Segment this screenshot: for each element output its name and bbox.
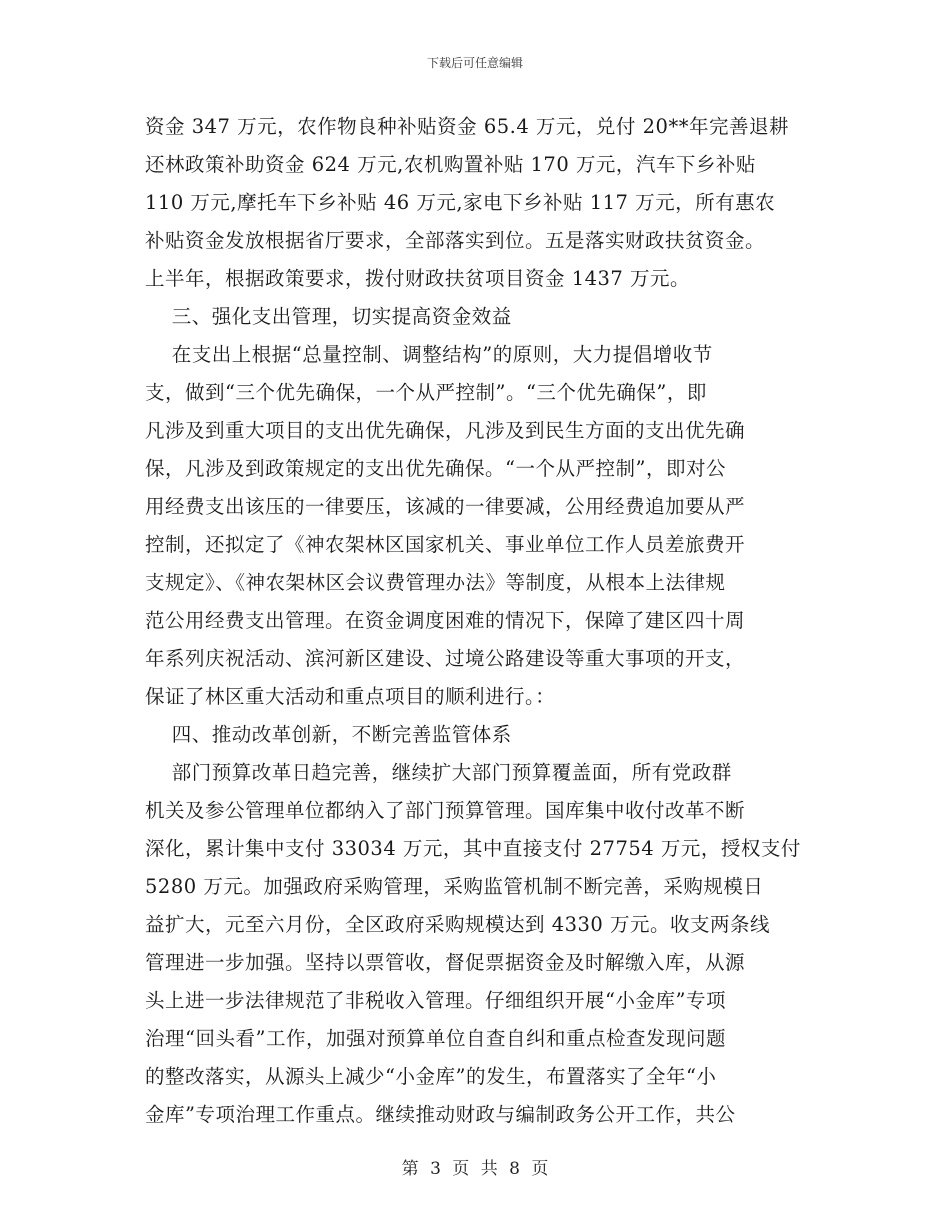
text-line: 保证了林区重大活动和重点项目的顺利进行。： — [145, 685, 556, 708]
page-header: 下载后可任意编辑 — [426, 56, 523, 70]
text-line: 110 万元,摩托车下乡补贴 46 万元,家电下乡补贴 117 万元，所有惠农 — [145, 191, 776, 214]
section-heading: 三、强化支出管理，切实提高资金效益 — [145, 305, 512, 328]
text-line: 支，做到“三个优先确保，一个从严控制”。“三个优先确保”，即 — [145, 381, 707, 404]
text-line: 还林政策补助资金 624 万元,农机购置补贴 170 万元，汽车下乡补贴 — [145, 153, 756, 176]
text-line: 在支出上根据“总量控制、调整结构”的原则，大力提倡增收节 — [145, 343, 713, 366]
text-line: 机关及参公管理单位都纳入了部门预算管理。国库集中收付改革不断 — [145, 799, 746, 822]
text-line: 益扩大，元至六月份，全区政府采购规模达到 4330 万元。收支两条线 — [145, 913, 771, 936]
text-line: 用经费支出该压的一律要压，该减的一律要减，公用经费追加要从严 — [145, 495, 746, 518]
text-line: 的整改落实，从源头上减少“小金库”的发生，布置落实了全年“小 — [145, 1065, 717, 1088]
text-line: 控制，还拟定了《神农架林区国家机关、事业单位工作人员差旅费开 — [145, 533, 746, 556]
text-line: 上半年，根据政策要求，拨付财政扶贫项目资金 1437 万元。 — [145, 267, 691, 290]
text-line: 范公用经费支出管理。在资金调度困难的情况下，保障了建区四十周 — [145, 609, 746, 632]
text-line: 部门预算改革日趋完善，继续扩大部门预算覆盖面，所有党政群 — [145, 761, 732, 784]
text-line: 保，凡涉及到政策规定的支出优先确保。“一个从严控制”，即对公 — [145, 457, 726, 480]
text-line: 治理“回头看”工作，加强对预算单位自查自纠和重点检查发现问题 — [145, 1027, 726, 1050]
text-line: 深化，累计集中支付 33034 万元，其中直接支付 27754 万元，授权支付 — [145, 837, 801, 860]
text-line: 补贴资金发放根据省厅要求，全部落实到位。五是落实财政扶贫资金。 — [145, 229, 766, 252]
text-line: 管理进一步加强。坚持以票管收，督促票据资金及时解缴入库，从源 — [145, 951, 746, 974]
text-line: 年系列庆祝活动、滨河新区建设、过境公路建设等重大事项的开支， — [145, 647, 746, 670]
text-line: 凡涉及到重大项目的支出优先确保，凡涉及到民生方面的支出优先确 — [145, 419, 746, 442]
text-line: 支规定》、《神农架林区会议费管理办法》等制度，从根本上法律规 — [145, 571, 726, 594]
text-line: 头上进一步法律规范了非税收入管理。仔细组织开展“小金库”专项 — [145, 989, 726, 1012]
document-body — [145, 108, 810, 1134]
text-line: 资金 347 万元，农作物良种补贴资金 65.4 万元，兑付 20**年完善退耕 — [145, 115, 789, 138]
text-line: 金库”专项治理工作重点。继续推动财政与编制政务公开工作，共公 — [145, 1103, 736, 1126]
page-number: 第 3 页 共 8 页 — [401, 1159, 549, 1179]
section-heading: 四、推动改革创新，不断完善监管体系 — [145, 723, 512, 746]
text-line: 5280 万元。加强政府采购管理，采购监管机制不断完善，采购规模日 — [145, 875, 764, 898]
